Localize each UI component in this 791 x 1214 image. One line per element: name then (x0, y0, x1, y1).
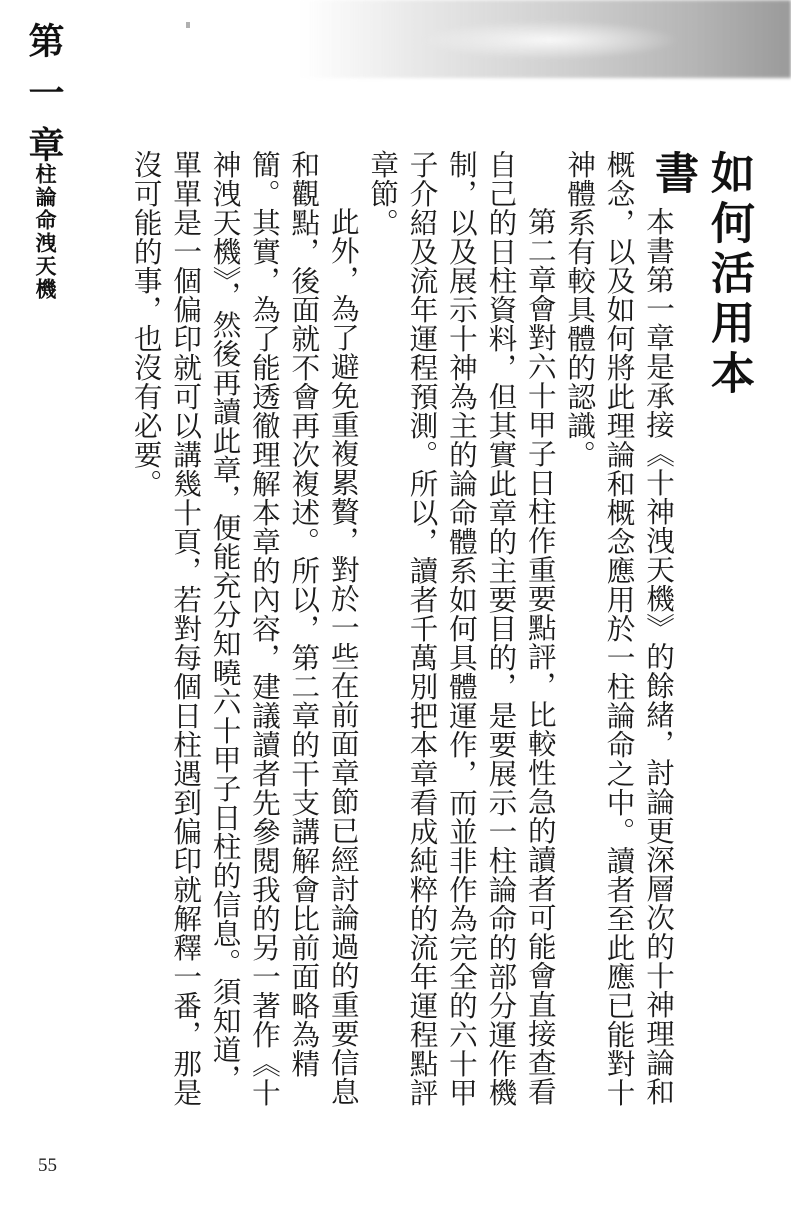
chapter-label: 第一章 (23, 22, 65, 178)
body-text (118, 150, 678, 1110)
book-title-sidebar: 一柱論命洩天機 (33, 140, 58, 301)
paragraph: 第二章會對六十甲子日柱作重要點評，比較性急的讀者可能會直接查看自己的日柱資料，但其實此章的主要目的，是要展示一柱論命的部分運作機制，以及展示十神為主的論命體系如何具體運作，而並非作為完全的六十甲子介紹及流年運程預測。所以，讀者千萬別把本章看成純粹的流年運程點評章節。 (366, 150, 558, 1107)
page-number: 55 (38, 1155, 57, 1176)
paragraph: 此外，為了避免重複累贅，對於一些在前面章節已經討論過的重要信息和觀點，後面就不會再次複述。所以，第二章的干支講解會比前面略為精簡。其實，為了能透徹理解本章的內容，建議讀者先參閱我的另一著作《十神洩天機》，然後再讀此章，便能充分知曉六十甲子日柱的信息。須知道，單單是一個偏印就可以講幾十頁，若對每個日柱遇到偏印就解釋一番，那是沒可能的事，也沒有必要。 (129, 150, 361, 1107)
paragraph: 本書第一章是承接《十神洩天機》的餘緒，討論更深層次的十神理論和概念，以及如何將此理論和概念應用於一柱論命之中。讀者至此應已能對十神體系有較具體的認識。 (563, 150, 676, 1107)
ink-wash-decoration (300, 0, 791, 78)
section-heading: 如何活用本書 (647, 150, 754, 400)
ink-speck (186, 22, 190, 28)
